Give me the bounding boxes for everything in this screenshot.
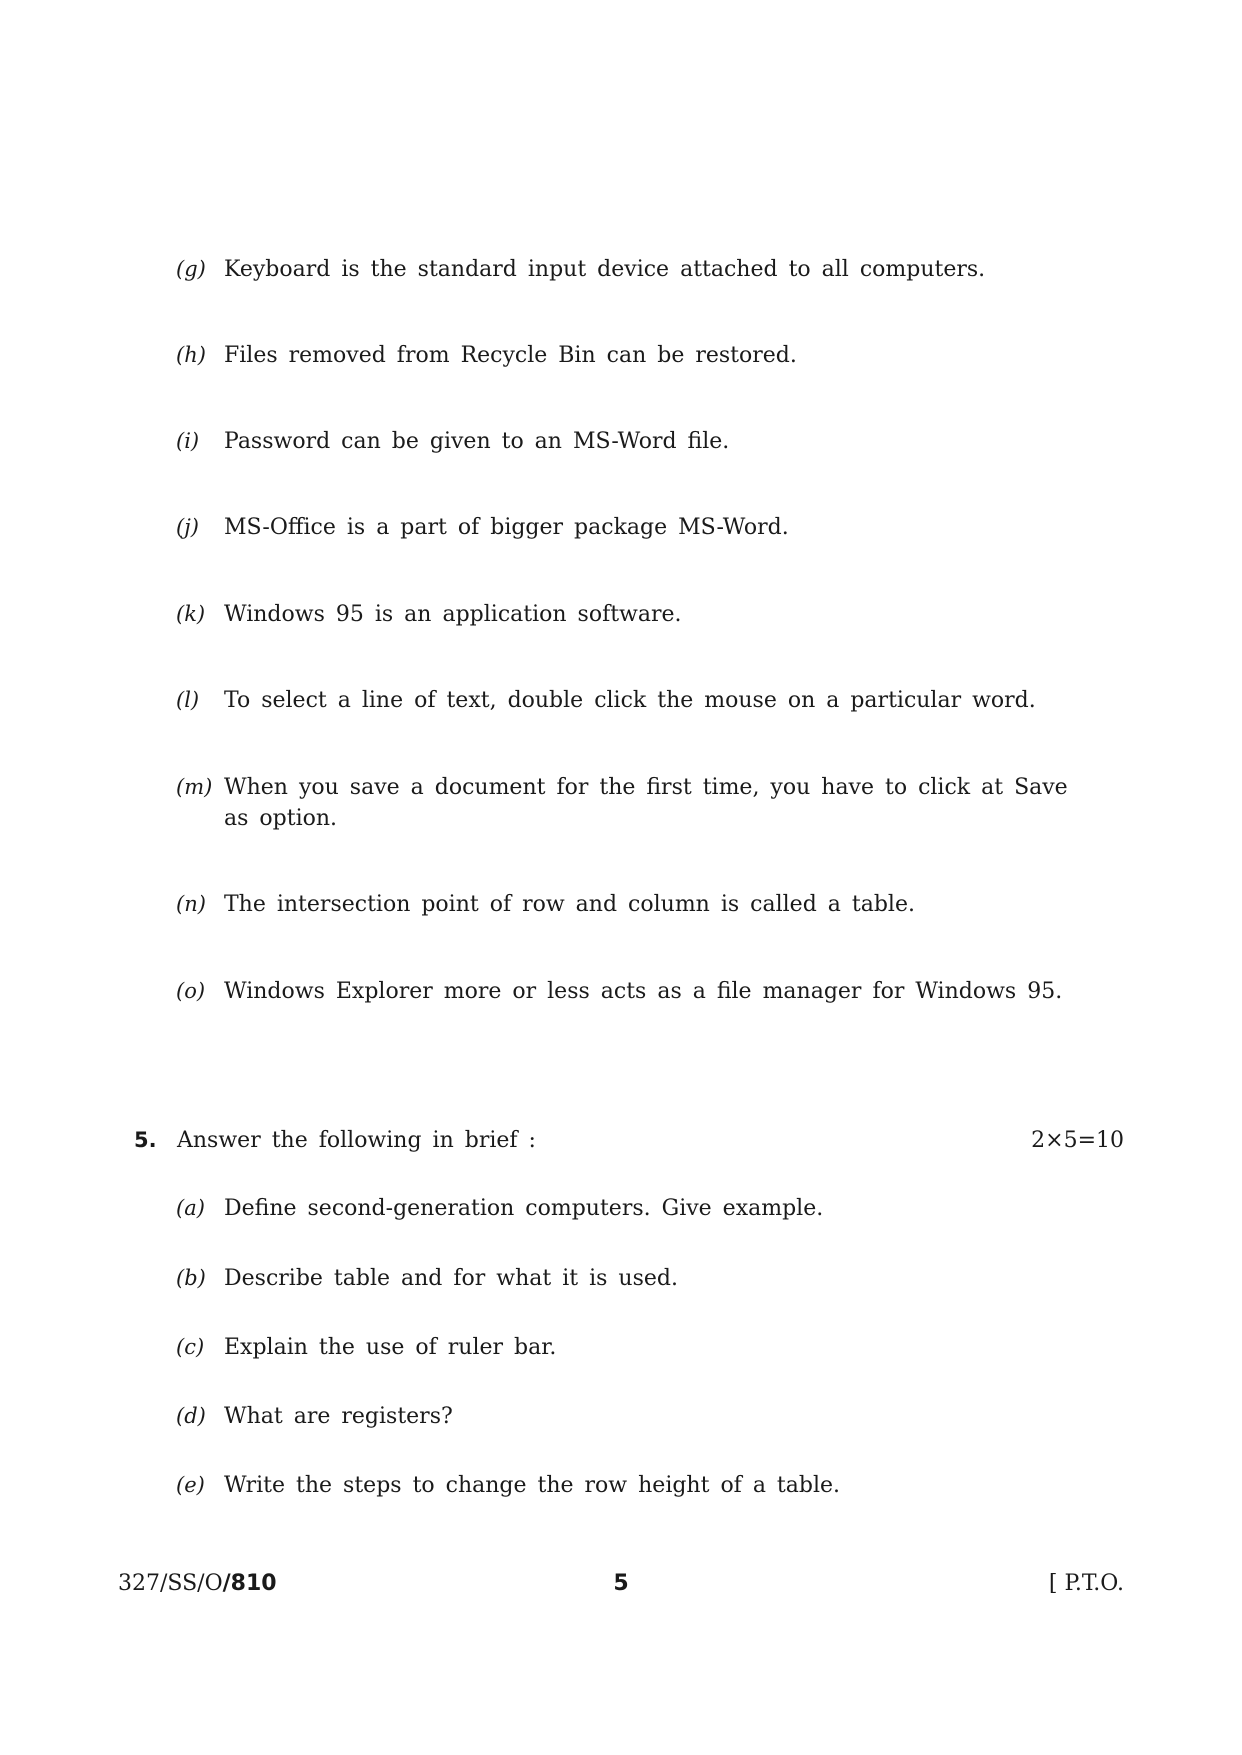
list-item-k	[176, 599, 1086, 630]
item-text: Write the steps to change the row height of a table.	[224, 1473, 841, 1498]
list-item-g	[176, 254, 1086, 285]
item-text: Keyboard is the standard input device attached to all computers.	[224, 257, 986, 282]
item-label: (a)	[176, 1196, 205, 1220]
paper-code-prefix: 327/SS/O	[118, 1571, 223, 1596]
item-label: (b)	[176, 1266, 206, 1290]
list-item-d	[176, 1401, 1086, 1432]
list-item-h	[176, 340, 1086, 371]
page-number: 5	[613, 1571, 629, 1596]
page-footer	[118, 1568, 1124, 1600]
item-label: (i)	[176, 429, 200, 453]
item-text: The intersection point of row and column is called a table.	[224, 892, 915, 917]
item-label: (c)	[176, 1335, 205, 1359]
item-text: When you save a document for the first time, you have to click at Save as option.	[224, 775, 1068, 831]
item-label: (m)	[176, 775, 213, 799]
item-label: (o)	[176, 979, 206, 1003]
item-text: Files removed from Recycle Bin can be restored.	[224, 343, 797, 368]
item-label: (n)	[176, 892, 206, 916]
item-text: Windows 95 is an application software.	[224, 602, 682, 627]
list-item-c	[176, 1332, 1086, 1363]
item-text: To select a line of text, double click the mouse on a particular word.	[224, 688, 1036, 713]
please-turn-over: [ P.T.O.	[1048, 1571, 1124, 1596]
item-text: Windows Explorer more or less acts as a file manager for Windows 95.	[224, 979, 1063, 1004]
item-label: (j)	[176, 515, 199, 539]
item-text: What are registers?	[224, 1404, 453, 1429]
list-item-l	[176, 685, 1086, 716]
list-item-j	[176, 512, 1086, 543]
item-label: (e)	[176, 1473, 205, 1497]
item-text: Describe table and for what it is used.	[224, 1266, 678, 1291]
item-label: (k)	[176, 602, 206, 626]
item-label: (g)	[176, 257, 206, 281]
item-text: Define second-generation computers. Give example.	[224, 1196, 824, 1221]
item-label: (d)	[176, 1404, 206, 1428]
list-item-b	[176, 1263, 1086, 1294]
list-item-i	[176, 426, 1086, 457]
item-text: Explain the use of ruler bar.	[224, 1335, 557, 1360]
item-text: Password can be given to an MS-Word file.	[224, 429, 730, 454]
item-label: (h)	[176, 343, 206, 367]
question-text: Answer the following in brief :	[177, 1128, 536, 1153]
list-item-a	[176, 1193, 1086, 1224]
list-item-n	[176, 889, 1086, 920]
list-item-e	[176, 1470, 1086, 1501]
list-item-m	[176, 772, 1086, 834]
paper-code-suffix: /810	[222, 1571, 277, 1596]
question-marks: 2×5=10	[1031, 1128, 1124, 1153]
item-label: (l)	[176, 688, 200, 712]
question-number: 5.	[134, 1128, 157, 1152]
list-item-o	[176, 976, 1086, 1007]
item-text: MS-Office is a part of bigger package MS-Word.	[224, 515, 789, 540]
